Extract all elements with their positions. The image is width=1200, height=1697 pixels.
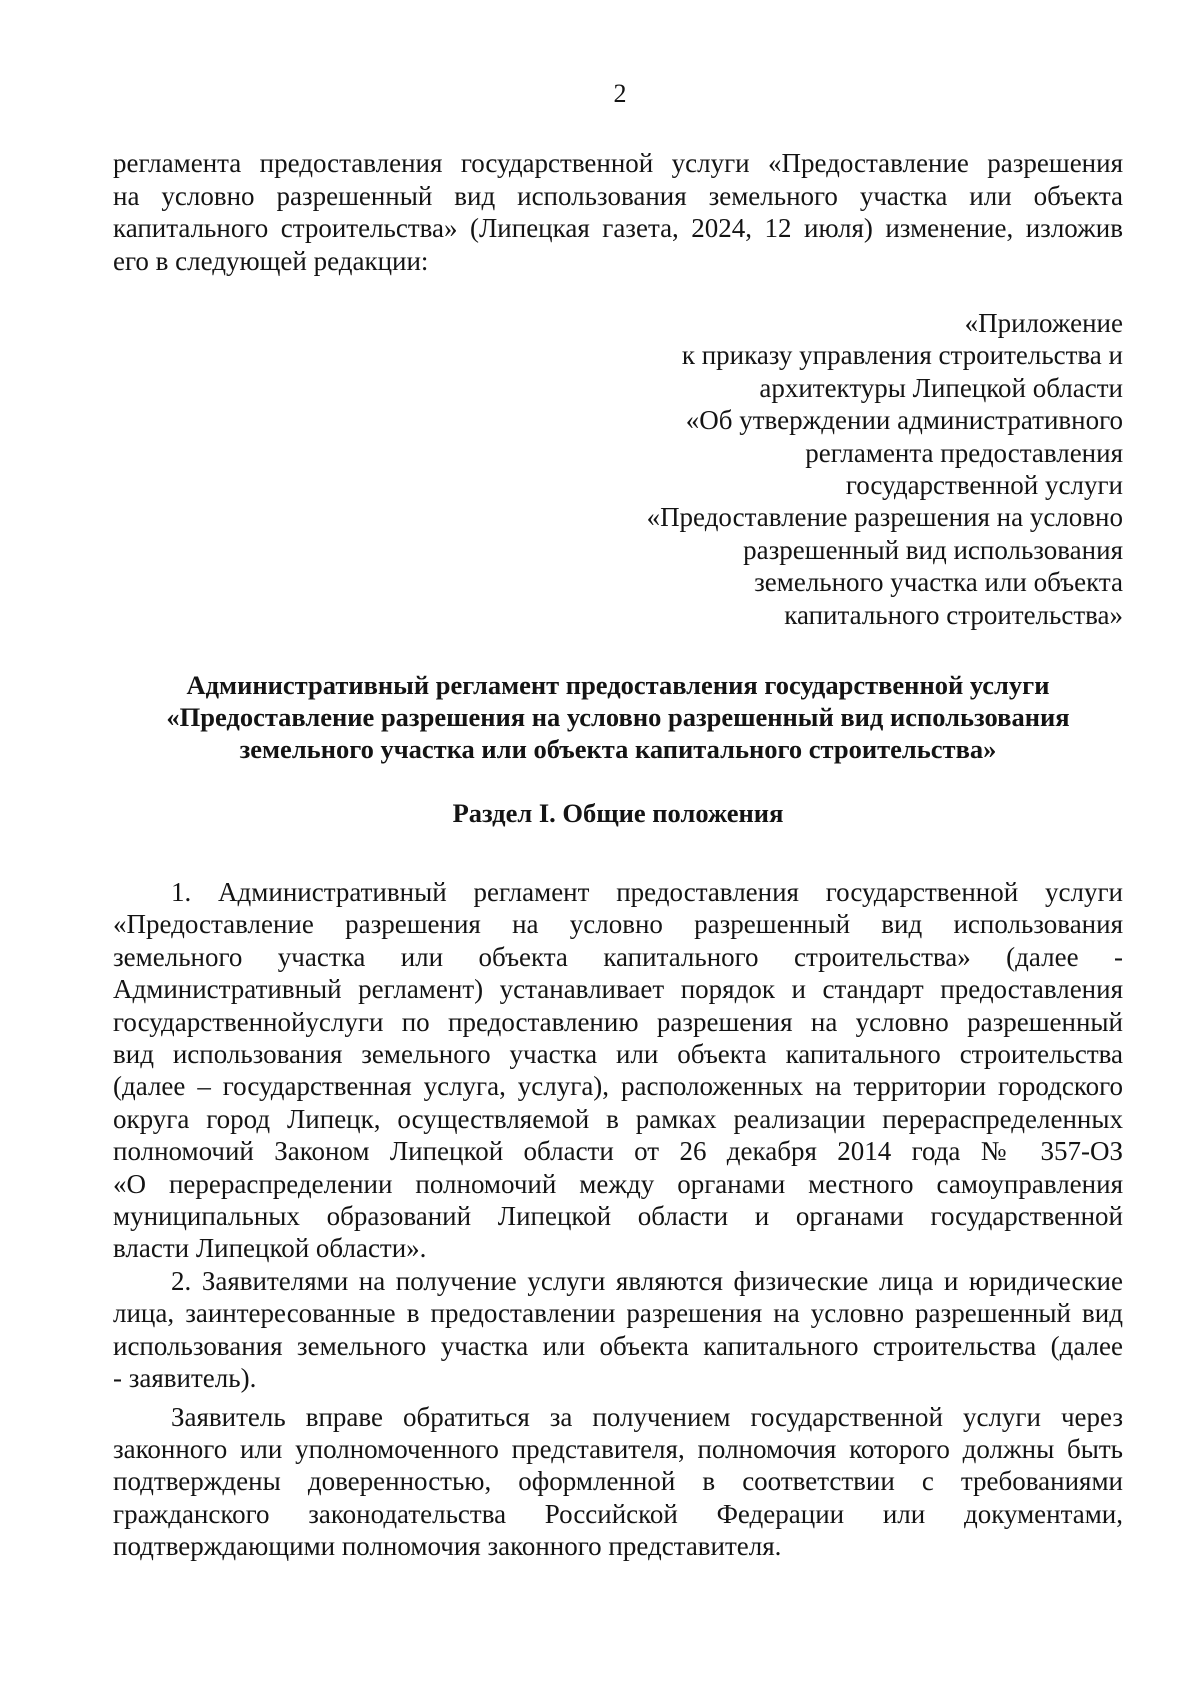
intro-line: регламента предоставления государственной услуги «Предоставление разрешения	[113, 148, 1123, 178]
paragraph-line: подтверждены доверенностью, оформленной в соответствии с требованиями	[113, 1466, 1123, 1497]
paragraph-line: Административный регламент) устанавливает порядок и стандарт предоставления	[113, 974, 1123, 1005]
appendix-line: «Предоставление разрешения на условно	[646, 502, 1123, 533]
appendix-line: капитального строительства»	[784, 599, 1123, 630]
paragraph-line: «О перераспределении полномочий между органами местного самоуправления	[113, 1168, 1123, 1199]
paragraph-line: Заявитель вправе обратиться за получением государственной услуги через	[171, 1401, 1123, 1432]
paragraph-line: земельного участка или объекта капитального строительства» (далее -	[113, 941, 1123, 972]
appendix-line: земельного участка или объекта	[754, 567, 1123, 598]
paragraph-line: округа город Липецк, осуществляемой в рамках реализации перераспределенных	[113, 1103, 1123, 1134]
section-heading: Раздел I. Общие положения	[452, 798, 784, 828]
document-title	[113, 669, 1123, 765]
intro-line: на условно разрешенный вид использования земельного участка или объекта	[113, 180, 1123, 211]
title-line: «Предоставление разрешения на условно разрешенный вид использования	[166, 702, 1070, 732]
paragraph-line: (далее – государственная услуга, услуга), расположенных на территории городского	[113, 1071, 1123, 1102]
paragraph-line: подтверждающими полномочия законного представителя.	[113, 1531, 782, 1562]
intro-line: его в следующей редакции:	[113, 245, 429, 276]
paragraph-line: власти Липецкой области».	[113, 1233, 427, 1264]
appendix-line: государственной услуги	[845, 470, 1123, 501]
paragraph-line: гражданского законодательства Российской Федерации или документами,	[113, 1498, 1123, 1529]
appendix-block	[583, 307, 1123, 631]
paragraph-line: использования земельного участка или объекта капитального строительства (далее	[113, 1330, 1123, 1361]
appendix-line: регламента предоставления	[805, 437, 1123, 468]
paragraph-line: 1. Административный регламент предоставления государственной услуги	[171, 877, 1123, 907]
paragraph-2	[113, 1265, 1123, 1395]
paragraph-line: вид использования земельного участка или объекта капитального строительства	[113, 1039, 1123, 1070]
paragraph-line: «Предоставление разрешения на условно разрешенный вид использования	[113, 909, 1123, 940]
appendix-line: архитектуры Липецкой области	[759, 372, 1123, 403]
paragraph-1	[113, 876, 1123, 1265]
paragraph-line: муниципальных образований Липецкой области и органами государственной	[113, 1201, 1123, 1232]
paragraph-3	[113, 1401, 1123, 1563]
paragraph-line: - заявитель).	[113, 1363, 257, 1394]
paragraph-line: государственнойуслуги по предоставлению разрешения на условно разрешенный	[113, 1006, 1123, 1037]
paragraph-line: полномочий Законом Липецкой области от 26 декабря 2014 года № 357-ОЗ	[113, 1136, 1123, 1167]
paragraph-line: лица, заинтересованные в предоставлении разрешения на условно разрешенный вид	[113, 1298, 1123, 1329]
appendix-line: разрешенный вид использования	[743, 534, 1123, 565]
page-number: 2	[613, 79, 627, 108]
appendix-line: «Приложение	[964, 308, 1123, 338]
intro-line: капитального строительства» (Липецкая газета, 2024, 12 июля) изменение, изложив	[113, 213, 1123, 243]
paragraph-line: 2. Заявителями на получение услуги являются физические лица и юридические	[171, 1265, 1123, 1296]
intro-paragraph	[113, 147, 1123, 277]
title-line: Административный регламент предоставления государственной услуги	[186, 670, 1050, 700]
title-line: земельного участка или объекта капитального строительства»	[239, 734, 997, 764]
appendix-line: к приказу управления строительства и	[681, 340, 1123, 371]
paragraph-line: законного или уполномоченного представителя, полномочия которого должны быть	[113, 1433, 1123, 1464]
body-text	[113, 876, 1123, 1563]
appendix-line: «Об утверждении административного	[685, 405, 1123, 436]
